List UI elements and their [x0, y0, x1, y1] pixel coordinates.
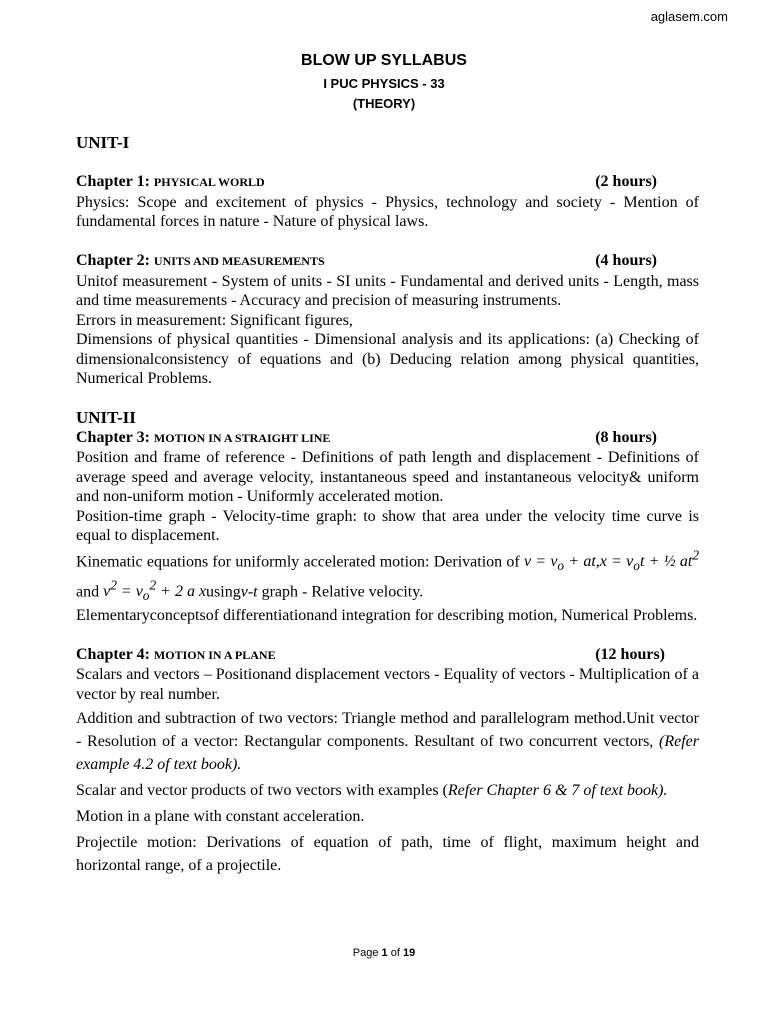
page-footer	[0, 947, 768, 959]
superscript-2: 2	[110, 577, 117, 593]
superscript-2: 2	[149, 577, 157, 593]
superscript-2: 2	[692, 547, 700, 563]
page-label: Page	[352, 947, 382, 959]
chapter-4-label: Chapter 4:	[76, 645, 154, 663]
subscript-o: o	[142, 588, 150, 604]
relative-velocity-text: graph - Relative velocity.	[257, 582, 424, 600]
chapter-3-hours: (8 hours)	[595, 428, 657, 446]
chapter-4-text-4: Motion in a plane with constant acceleration.	[76, 808, 365, 826]
chapter-4-text-3	[76, 779, 699, 802]
example-reference: (Refer example 4.2 of text book).	[76, 733, 699, 774]
chapter-2-label: Chapter 2:	[76, 252, 154, 269]
chapter-3-heading	[76, 428, 699, 449]
document-subtitle: I PUC PHYSICS - 33	[323, 76, 445, 91]
eq-v2: v	[103, 582, 111, 600]
vt-graph: v-t	[240, 582, 258, 600]
chapter-3-label: Chapter 3:	[76, 428, 154, 446]
eq-v: v = v	[523, 552, 558, 570]
chapter-4-text-1: Scalars and vectors – Positionand displacement vectors - Equality of vectors - Multiplication of a vector by real number.	[76, 666, 699, 703]
using-text: using	[206, 582, 241, 600]
chapter-1-label: Chapter 1:	[76, 173, 154, 190]
site-watermark: aglasem.com	[650, 9, 728, 24]
subscript-o: o	[633, 558, 640, 574]
chapter-1-name: PHYSICAL WORLD	[153, 175, 265, 189]
document-kind: (THEORY)	[352, 96, 416, 111]
chapter-2-text-1: Unitof measurement - System of units - SI units - Fundamental and derived units - Length, mass and time measurements - Accuracy and precision of measuring instruments.	[76, 272, 699, 309]
eq-and: and	[76, 582, 104, 600]
syllabus-body	[76, 133, 699, 877]
unit-heading-2: UNIT-II	[76, 408, 136, 427]
kinematic-intro: Kinematic equations for uniformly accelerated motion: Derivation of	[76, 552, 524, 570]
vector-addition-text: Addition and subtraction of two vectors: Triangle method and parallelogram method.Unit vector - Resolution of a vector: Rectangular components. Resultant of two concurrent vectors,	[76, 710, 699, 751]
chapter-2-name: UNITS AND MEASUREMENTS	[153, 254, 325, 268]
page-number: 1	[381, 947, 388, 959]
chapter-2-text-3: Dimensions of physical quantities - Dimensional analysis and its applications: (a) Checking of dimensionalconsistency of equations and (b) Deducing relation among physical quantities, Numerical Problems.	[76, 331, 699, 387]
document-title: BLOW UP SYLLABUS	[301, 52, 467, 69]
chapter-4-text-5: Projectile motion: Derivations of equation of path, time of flight, maximum height and horizontal range, of a projectile.	[76, 834, 699, 875]
chapter-1-hours: (2 hours)	[595, 173, 657, 190]
chapter-4-hours: (12 hours)	[595, 645, 665, 663]
eq-v2-cont: = v	[116, 582, 143, 600]
chapter-3-name: MOTION IN A STRAIGHT LINE	[153, 430, 331, 445]
chapter-2-heading	[76, 251, 699, 272]
chapter-3-text-2: Position-time graph - Velocity-time graph: to show that area under the velocity time curve is equal to displacement.	[76, 507, 699, 544]
products-text: Scalar and vector products of two vectors with examples (	[76, 782, 448, 800]
chapter-4-text-2	[76, 707, 699, 776]
chapter-1-heading	[76, 172, 699, 193]
chapter-4-heading	[76, 645, 699, 666]
chapter-2-hours: (4 hours)	[595, 252, 657, 269]
page-of: of	[387, 947, 403, 959]
eq-v-cont: + at,x = v	[564, 552, 634, 570]
chapter-3-text-4: Elementaryconceptsof differentiationand integration for describing motion, Numerical Problems.	[76, 606, 698, 624]
chapter-3-text-3	[76, 546, 699, 606]
eq-v2-end: + 2 a x	[156, 582, 207, 600]
chapter-3-text-1: Position and frame of reference - Definitions of path length and displacement - Definitions of average speed and average velocity, instantaneous speed and instantaneous velocity& uniform and non-uniform motion - Uniformly accelerated motion.	[76, 449, 699, 505]
chapter-4-name: MOTION IN A PLANE	[153, 647, 276, 662]
eq-s: t + ½ at	[639, 552, 693, 570]
subscript-o: o	[557, 558, 565, 574]
chapter-reference: Refer Chapter 6 & 7 of text book).	[447, 782, 668, 800]
chapter-2-text-2: Errors in measurement: Significant figures,	[76, 311, 353, 329]
chapter-1-text: Physics: Scope and excitement of physics - Physics, technology and society - Mention of fundamental forces in nature - Nature of physical laws.	[76, 193, 699, 230]
page-total: 19	[402, 947, 416, 959]
unit-heading-1: UNIT-I	[76, 133, 130, 152]
